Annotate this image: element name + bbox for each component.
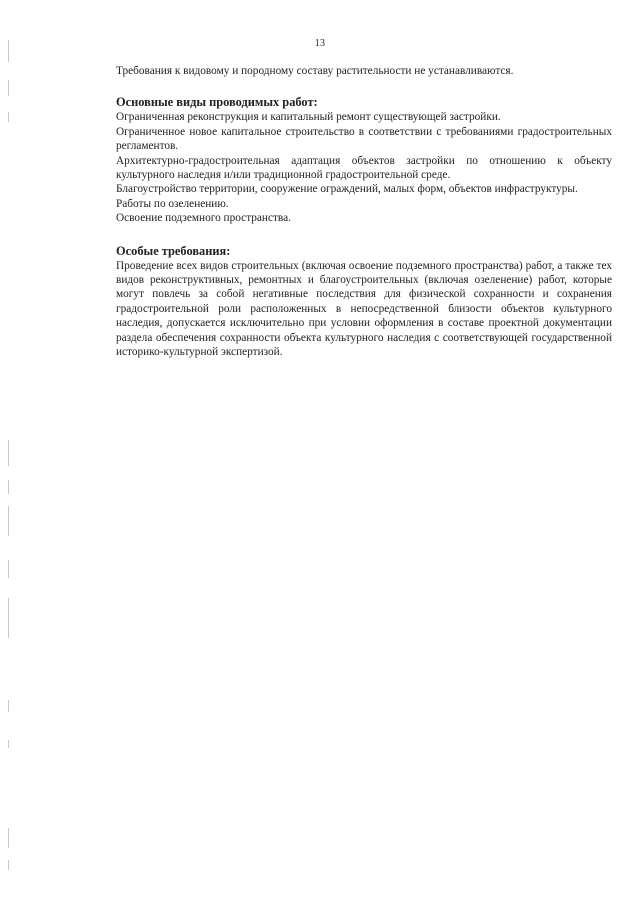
special-requirements-paragraph: Проведение всех видов строительных (включая освоение подземного пространства) работ, а также тех видов реконструктивных, ремонтных и благоустроительных (включая озеленение) работ, которые могут повлечь за собой негативные последствия для физической сохранности и сохранения градостроительной роли расположенных в непосредственной близости объектов культурного наследия, допускается исключительно при условии оформления в составе проектной документации раздела обеспечения сохранности объекта культурного наследия с соответствующей государственной историко-культурной экспертизой. (116, 259, 612, 359)
document-body (116, 64, 612, 360)
list-item: Освоение подземного пространства. (116, 212, 291, 225)
special-requirements-heading: Особые требования: (116, 243, 231, 258)
page-number: 13 (314, 38, 326, 49)
works-heading: Основные виды проводимых работ: (116, 95, 318, 110)
intro-paragraph: Требования к видовому и породному составу растительности не устанавливаются. (116, 65, 514, 77)
list-item: Ограниченное новое капитальное строительство в соответствии с требованиями градостроительных регламентов. (116, 125, 612, 153)
list-item: Архитектурно-градостроительная адаптация объектов застройки по отношению к объекту культурного наследия и/или традиционной градостроительной среде. (116, 154, 612, 182)
works-list (116, 110, 612, 225)
list-item: Благоустройство территории, сооружение ограждений, малых форм, объектов инфраструктуры. (116, 183, 578, 196)
list-item: Ограниченная реконструкция и капитальный ремонт существующей застройки. (116, 111, 501, 124)
list-item: Работы по озеленению. (116, 197, 229, 210)
scan-edge-marks (8, 0, 12, 905)
